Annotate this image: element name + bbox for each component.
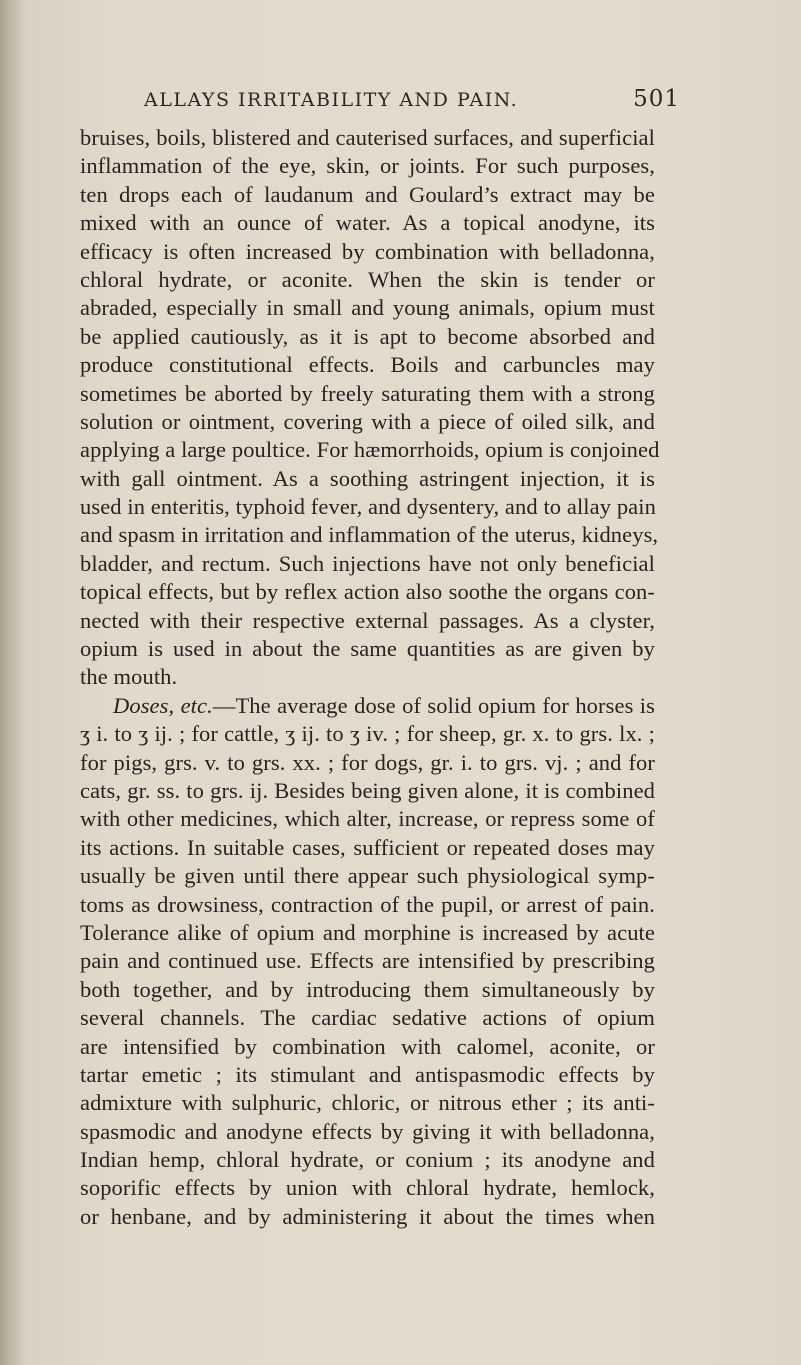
text-line: admixture with sulphuric, chloric, or nitrous ether ; its anti-: [80, 1090, 655, 1116]
text-line: bladder, and rectum. Such injections have not only beneficial: [80, 550, 655, 576]
text-line: applying a large poultice. For hæmorrhoids, opium is conjoined: [80, 437, 660, 463]
text-line: efficacy is often increased by combination with belladonna,: [80, 238, 655, 264]
text-line: solution or ointment, covering with a piece of oiled silk, and: [80, 408, 655, 434]
text-line: for pigs, grs. v. to grs. xx. ; for dogs, gr. i. to grs. vj. ; and for: [80, 749, 655, 775]
running-header: [140, 86, 680, 112]
doses-heading: Doses, etc.: [113, 692, 213, 718]
text-line: and spasm in irritation and inflammation of the uterus, kidneys,: [80, 522, 659, 548]
text-line: pain and continued use. Effects are intensified by prescribing: [80, 948, 655, 974]
text-line: its actions. In suitable cases, sufficient or repeated doses may: [80, 834, 655, 860]
text-line: mixed with an ounce of water. As a topical anodyne, its: [80, 210, 655, 236]
text-line: be applied cautiously, as it is apt to become absorbed and: [80, 323, 655, 349]
text-line: both together, and by introducing them simultaneously by: [80, 976, 655, 1002]
text-line: are intensified by combination with calomel, aconite, or: [80, 1033, 655, 1059]
text-line: topical effects, but by reflex action also soothe the organs con-: [80, 579, 655, 605]
doses-first-line: —The average dose of solid opium for horses is: [212, 692, 655, 718]
text-line: several channels. The cardiac sedative actions of opium: [80, 1005, 655, 1031]
text-line: produce constitutional effects. Boils and carbuncles may: [80, 352, 655, 378]
text-line: cats, gr. ss. to grs. ij. Besides being given alone, it is combined: [80, 777, 655, 803]
text-line: ten drops each of laudanum and Goulard’s extract may be: [80, 181, 655, 207]
page-gutter-shadow: [0, 0, 22, 1365]
text-line: used in enteritis, typhoid fever, and dysentery, and to allay pain: [80, 494, 656, 520]
text-line: Indian hemp, chloral hydrate, or conium ; its anodyne and: [80, 1147, 655, 1173]
text-line: spasmodic and anodyne effects by giving it with belladonna,: [80, 1118, 655, 1144]
page-number: 501: [633, 86, 680, 112]
text-line: chloral hydrate, or aconite. When the skin is tender or: [80, 266, 655, 292]
text-line: or henbane, and by administering it about the times when: [80, 1203, 655, 1229]
text-line: tartar emetic ; its stimulant and antispasmodic effects by: [80, 1061, 655, 1087]
text-line: the mouth.: [80, 664, 178, 690]
text-line: Tolerance alike of opium and morphine is increased by acute: [80, 919, 655, 945]
text-line: opium is used in about the same quantities as are given by: [80, 636, 655, 662]
text-line: ʒ i. to ʒ ij. ; for cattle, ʒ ij. to ʒ iv. ; for sheep, gr. x. to grs. lx. ;: [80, 721, 655, 747]
text-line: [80, 692, 655, 720]
paragraph-doses: [80, 692, 655, 1231]
text-line: with gall ointment. As a soothing astringent injection, it is: [80, 465, 655, 491]
text-line: nected with their respective external passages. As a clyster,: [80, 607, 655, 633]
text-line: usually be given until there appear such physiological symp-: [80, 863, 655, 889]
text-line: soporific effects by union with chloral hydrate, hemlock,: [80, 1175, 655, 1201]
text-line: sometimes be aborted by freely saturating them with a strong: [80, 380, 655, 406]
text-line: abraded, especially in small and young animals, opium must: [80, 295, 655, 321]
text-line: toms as drowsiness, contraction of the pupil, or arrest of pain.: [80, 891, 655, 917]
text-line: with other medicines, which alter, increase, or repress some of: [80, 806, 655, 832]
paragraph-topical-uses: [80, 124, 660, 692]
running-title: ALLAYS IRRITABILITY AND PAIN.: [144, 89, 519, 111]
text-line: inflammation of the eye, skin, or joints. For such purposes,: [80, 153, 655, 179]
text-line: bruises, boils, blistered and cauterised surfaces, and superficial: [80, 125, 655, 150]
body-text: [80, 124, 660, 1231]
